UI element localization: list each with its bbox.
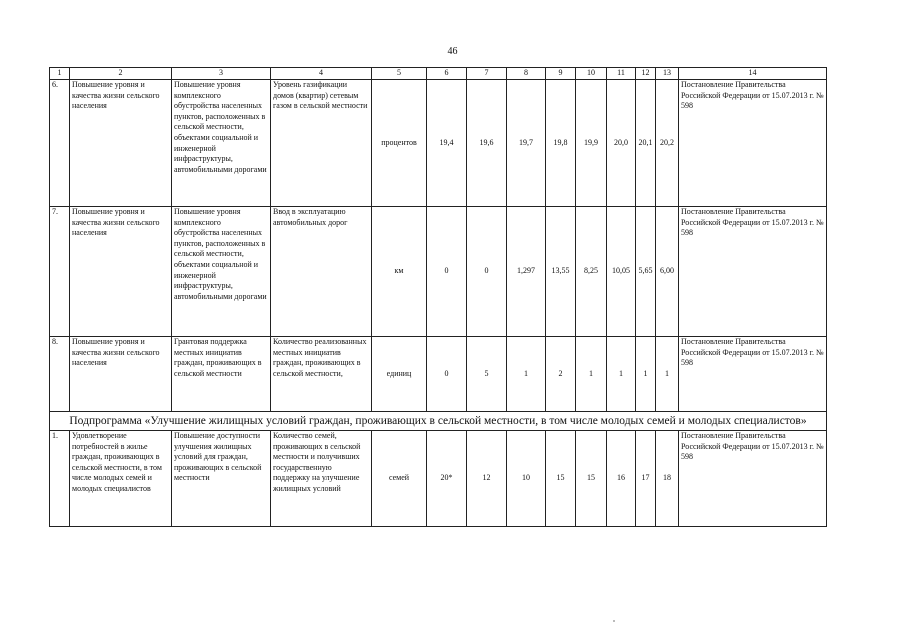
indicators-table	[49, 67, 827, 527]
table-row	[50, 80, 827, 207]
basis-cell: Постановление Правительства Российской Федерации от 15.07.2013 г. № 598	[679, 80, 827, 207]
value-cell: 15	[576, 431, 607, 527]
task-cell: Повышение доступности улучшения жилищных условий для граждан, проживающих в сельской местности	[174, 431, 262, 483]
row-number: 6.	[50, 80, 70, 207]
value-cell: 19,6	[467, 80, 507, 207]
scan-speck	[613, 620, 615, 622]
header-cell: 12	[636, 68, 656, 80]
value-cell: 1,297	[507, 207, 546, 337]
header-cell: 5	[372, 68, 427, 80]
value-cell: 19,9	[576, 80, 607, 207]
header-cell: 2	[70, 68, 172, 80]
header-row	[50, 68, 827, 80]
value-cell: 1	[636, 337, 656, 412]
task-cell: Повышение уровня комплексного обустройства населенных пунктов, расположенных в сельской местности, объектами социальной и инженерной инфраструктуры, автомобильными дорогами	[174, 80, 267, 174]
unit-cell: процентов	[372, 80, 427, 207]
header-cell: 10	[576, 68, 607, 80]
value-cell: 20,0	[607, 80, 636, 207]
subprogram-row	[50, 412, 827, 431]
goal-cell: Повышение уровня и качества жизни сельского населения	[72, 80, 160, 111]
value-cell: 19,8	[546, 80, 576, 207]
value-cell: 19,4	[427, 80, 467, 207]
value-cell: 8,25	[576, 207, 607, 337]
basis-cell: Постановление Правительства Российской Федерации от 15.07.2013 г. № 598	[679, 337, 827, 412]
header-cell: 9	[546, 68, 576, 80]
unit-cell: единиц	[372, 337, 427, 412]
value-cell: 20,2	[656, 80, 679, 207]
page-number: 46	[447, 46, 458, 57]
value-cell: 5,65	[636, 207, 656, 337]
value-cell: 12	[467, 431, 507, 527]
subprogram-title: Подпрограмма «Улучшение жилищных условий граждан, проживающих в сельской местности, в том числе молодых семей и молодых специалистов»	[50, 412, 827, 431]
header-cell: 7	[467, 68, 507, 80]
value-cell: 19,7	[507, 80, 546, 207]
header-cell: 11	[607, 68, 636, 80]
value-cell: 20,1	[636, 80, 656, 207]
header-cell: 13	[656, 68, 679, 80]
value-cell: 18	[656, 431, 679, 527]
header-cell: 3	[172, 68, 271, 80]
header-cell: 4	[271, 68, 372, 80]
indicator-cell: Количество реализованных местных инициатив граждан, проживающих в сельской местности,	[273, 337, 367, 378]
table-row	[50, 207, 827, 337]
value-cell: 10	[507, 431, 546, 527]
indicator-cell: Количество семей, проживающих в сельской местности и получивших государственную поддержку на улучшение жилищных условий	[273, 431, 361, 493]
value-cell: 1	[507, 337, 546, 412]
indicator-cell: Ввод в эксплуатацию автомобильных дорог	[273, 207, 348, 227]
basis-cell: Постановление Правительства Российской Федерации от 15.07.2013 г. № 598	[679, 431, 827, 527]
table-row	[50, 431, 827, 527]
header-cell: 14	[679, 68, 827, 80]
value-cell: 17	[636, 431, 656, 527]
header-cell: 8	[507, 68, 546, 80]
basis-cell: Постановление Правительства Российской Федерации от 15.07.2013 г. № 598	[679, 207, 827, 337]
row-number: 1.	[50, 431, 70, 527]
value-cell: 6,00	[656, 207, 679, 337]
indicator-cell: Уровень газификации домов (квартир) сетевым газом в сельской местности	[273, 80, 368, 111]
goal-cell: Повышение уровня и качества жизни сельского населения	[72, 207, 160, 238]
goal-cell: Повышение уровня и качества жизни сельского населения	[72, 337, 160, 368]
task-cell: Повышение уровня комплексного обустройства населенных пунктов, расположенных в сельской местности, объектами социальной и инженерной инфраструктуры, автомобильными дорогами	[174, 207, 267, 301]
unit-cell: семей	[372, 431, 427, 527]
value-cell: 5	[467, 337, 507, 412]
unit-cell: км	[372, 207, 427, 337]
value-cell: 1	[656, 337, 679, 412]
value-cell: 1	[607, 337, 636, 412]
header-cell: 1	[50, 68, 70, 80]
table-row	[50, 337, 827, 412]
value-cell: 10,05	[607, 207, 636, 337]
value-cell: 2	[546, 337, 576, 412]
goal-cell: Удовлетворение потребностей в жилье граждан, проживающих в сельской местности, в том числе молодых семей и молодых специалистов	[72, 431, 162, 493]
header-cell: 6	[427, 68, 467, 80]
row-number: 8.	[50, 337, 70, 412]
value-cell: 13,55	[546, 207, 576, 337]
value-cell: 20*	[427, 431, 467, 527]
row-number: 7.	[50, 207, 70, 337]
value-cell: 1	[576, 337, 607, 412]
value-cell: 15	[546, 431, 576, 527]
value-cell: 0	[427, 207, 467, 337]
value-cell: 0	[467, 207, 507, 337]
value-cell: 16	[607, 431, 636, 527]
value-cell: 0	[427, 337, 467, 412]
task-cell: Грантовая поддержка местных инициатив граждан, проживающих в сельской местности	[174, 337, 262, 378]
